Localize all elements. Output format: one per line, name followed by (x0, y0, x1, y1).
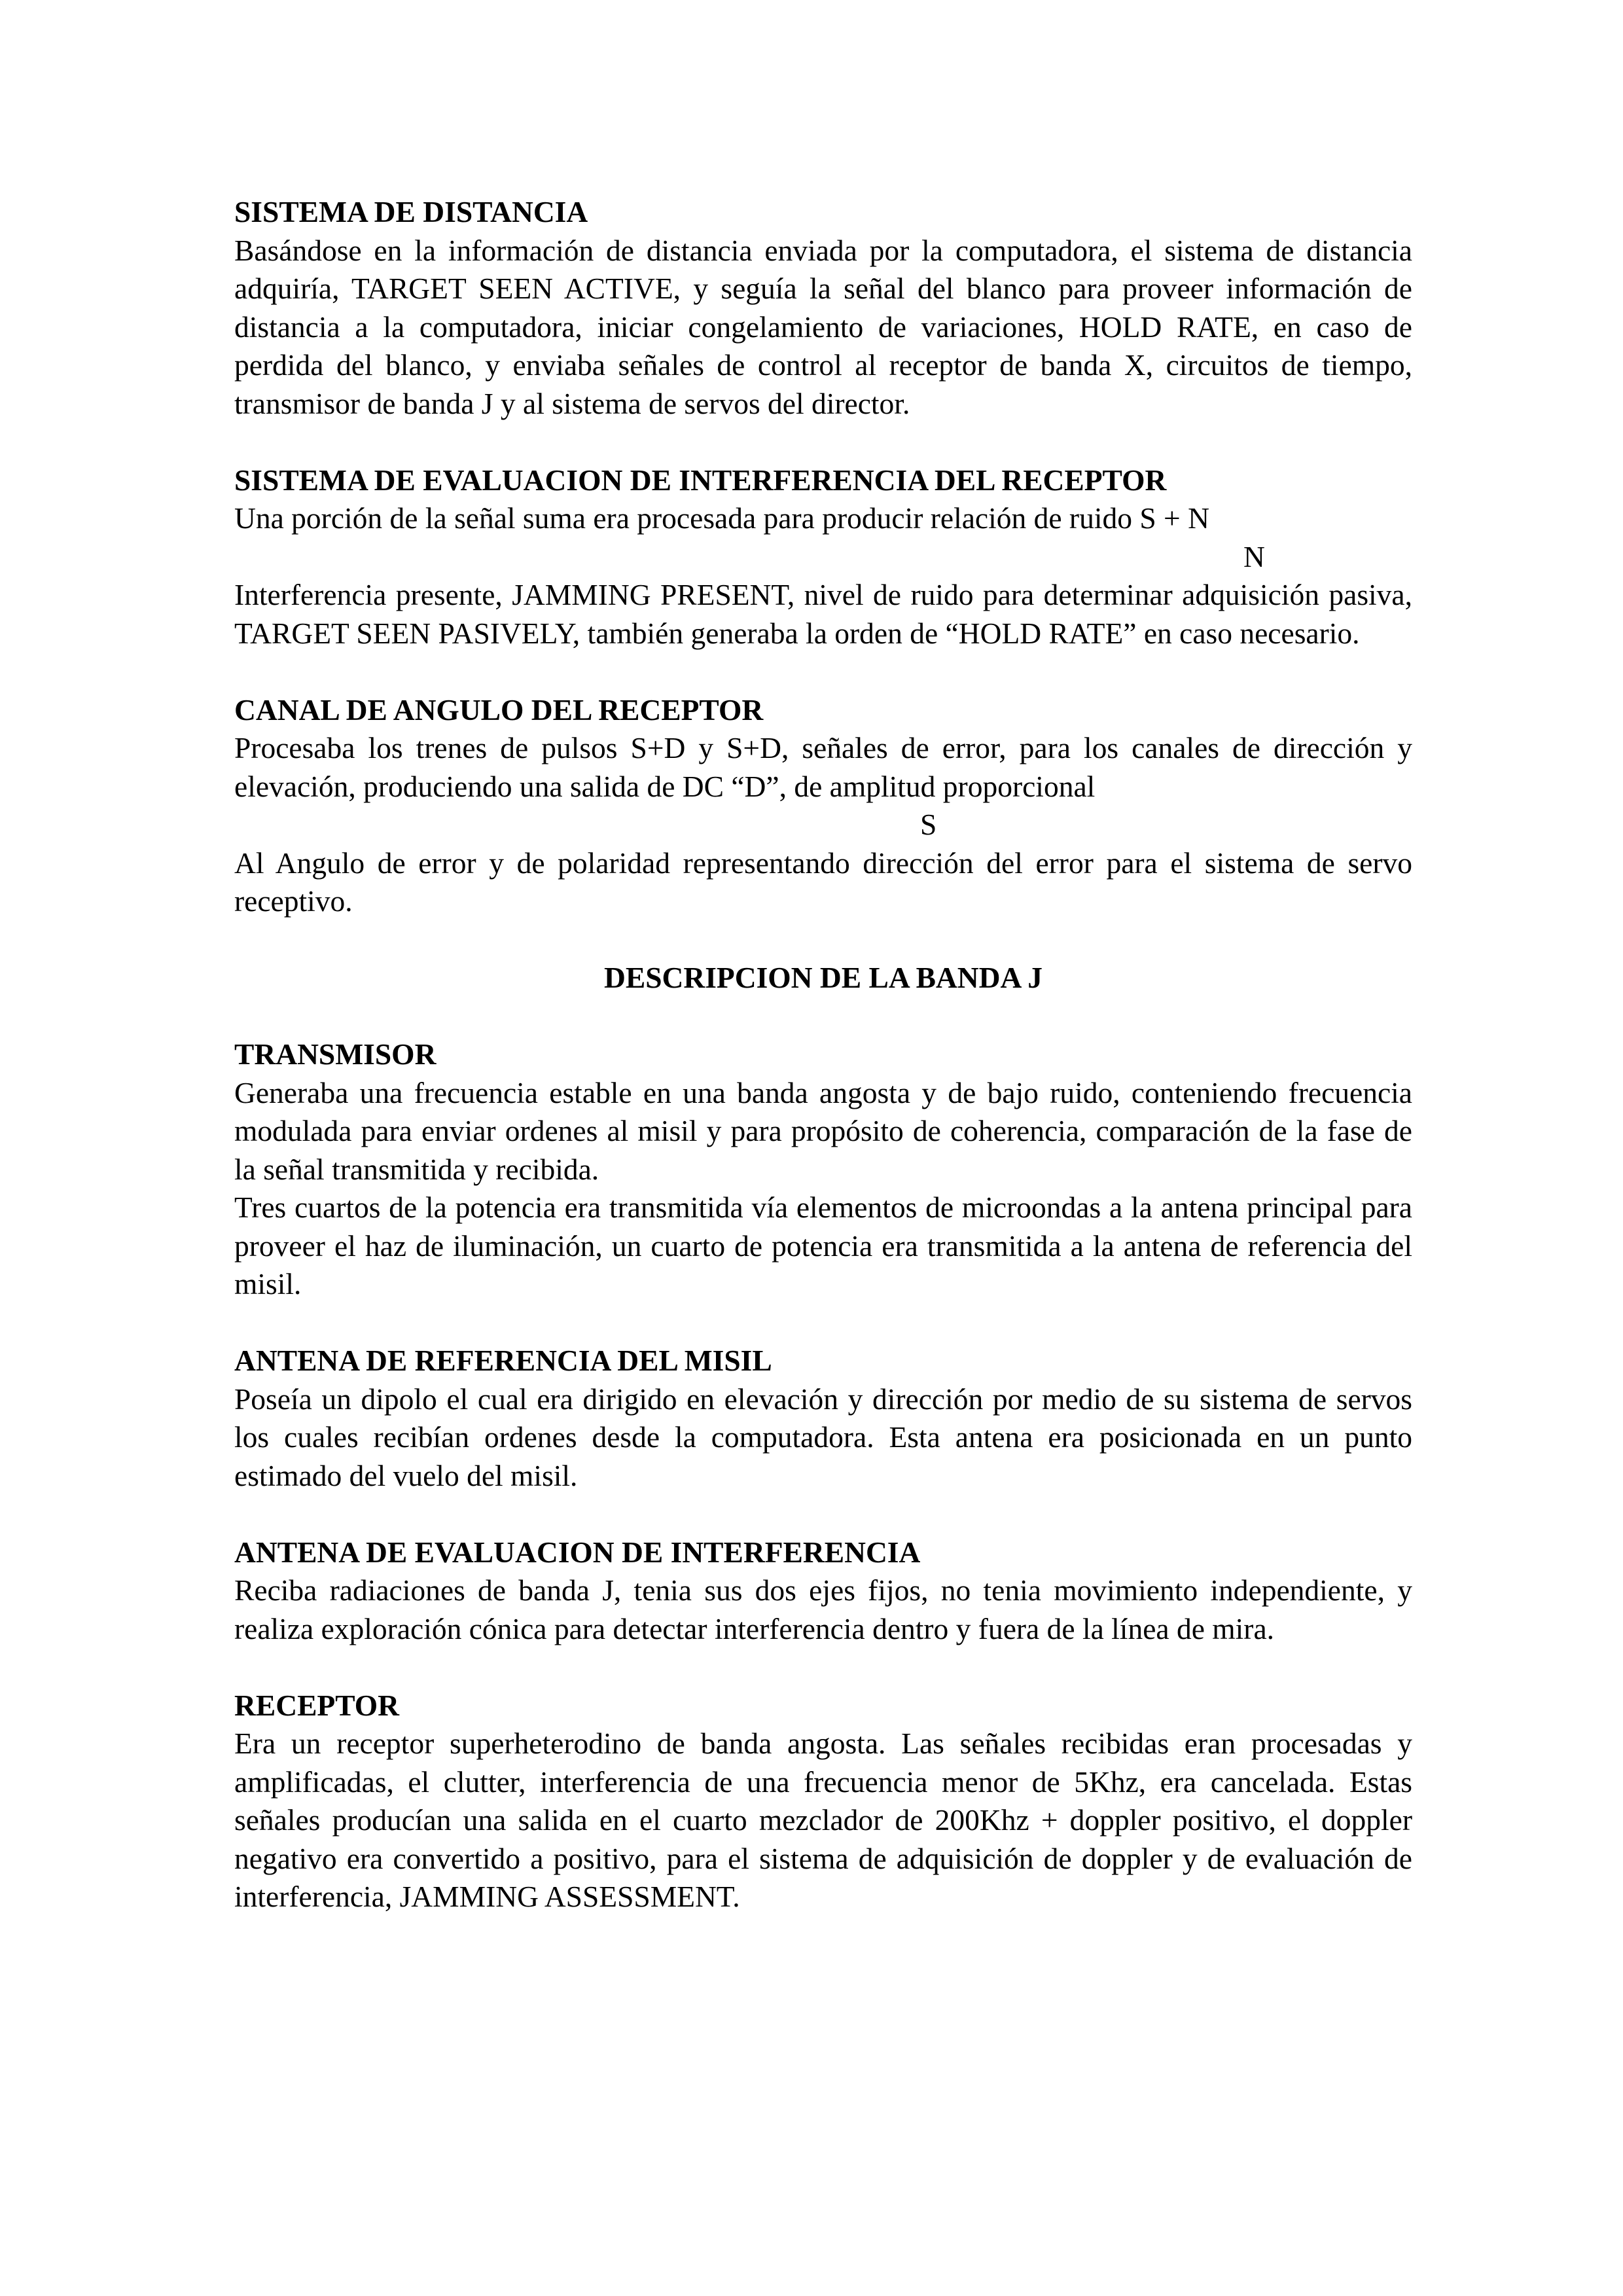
ratio-denominator (234, 538, 1412, 577)
section-title: SISTEMA DE DISTANCIA (234, 195, 588, 228)
section-antena-referencia (234, 1342, 1412, 1495)
section-body: Generaba una frecuencia estable en una banda angosta y de bajo ruido, conteniendo frecuencia modulada para enviar ordenes al misil y para propósito de coherencia, comparación de la fase de la señal transmitida y recibida. (234, 1075, 1412, 1186)
section-body: Era un receptor superheterodino de banda angosta. Las señales recibidas eran procesadas y amplificadas, el clutter, interferencia de una frecuencia menor de 5Khz, era cancelada. Estas señales producían una salida en el cuarto mezclador de 200Khz + doppler positivo, el doppler negativo era convertido a positivo, para el sistema de adquisición de doppler y de evaluación de interferencia, JAMMING ASSESSMENT. (234, 1727, 1412, 1913)
section-title: CANAL DE ANGULO DEL RECEPTOR (234, 692, 764, 726)
section-descripcion-banda-j (234, 959, 1412, 997)
section-title: ANTENA DE REFERENCIA DEL MISIL (234, 1344, 772, 1377)
section-antena-evaluacion (234, 1534, 1412, 1649)
section-sistema-distancia (234, 193, 1412, 423)
section-canal-angulo (234, 691, 1412, 921)
section-body-line: Una porción de la señal suma era procesada para producir relación de ruido S + N (234, 501, 1209, 535)
denominator-n: N (1243, 539, 1265, 573)
section-body: Tres cuartos de la potencia era transmitida vía elementos de microondas a la antena principal para proveer el haz de iluminación, un cuarto de potencia era transmitida a la antena de referencia del misil. (234, 1191, 1412, 1300)
section-body: Procesaba los trenes de pulsos S+D y S+D, señales de error, para los canales de dirección y elevación, produciendo una salida de DC “D”, de amplitud proporcional (234, 731, 1412, 803)
section-evaluacion-interferencia (234, 461, 1412, 653)
denominator-s: S (920, 808, 937, 841)
section-title: DESCRIPCION DE LA BANDA J (604, 961, 1043, 994)
document-page (234, 193, 1412, 1954)
section-body: Reciba radiaciones de banda J, tenia sus dos ejes fijos, no tenia movimiento independiente, y realiza exploración cónica para detectar interferencia dentro y fuera de la línea de mira. (234, 1573, 1412, 1645)
section-body: Basándose en la información de distancia enviada por la computadora, el sistema de distancia adquiría, TARGET SEEN ACTIVE, y seguía la señal del blanco para proveer información de distancia a la computadora, iniciar congelamiento de variaciones, HOLD RATE, en caso de perdida del blanco, y enviaba señales de control al receptor de banda X, circuitos de tiempo, transmisor de banda J y al sistema de servos del director. (234, 233, 1412, 420)
section-body: Al Angulo de error y de polaridad representando dirección del error para el sistema de servo receptivo. (234, 846, 1412, 918)
section-body: Interferencia presente, JAMMING PRESENT, nivel de ruido para determinar adquisición pasiva, TARGET SEEN PASIVELY, también generaba la orden de “HOLD RATE” en caso necesario. (234, 578, 1412, 650)
section-body: Poseía un dipolo el cual era dirigido en elevación y dirección por medio de su sistema de servos los cuales recibían ordenes desde la computadora. Esta antena era posicionada en un punto estimado del vuelo del misil. (234, 1382, 1412, 1492)
section-receptor (234, 1687, 1412, 1916)
section-title: TRANSMISOR (234, 1037, 437, 1071)
section-title: RECEPTOR (234, 1688, 399, 1722)
section-title: SISTEMA DE EVALUACION DE INTERFERENCIA DEL RECEPTOR (234, 463, 1167, 497)
section-title: ANTENA DE EVALUACION DE INTERFERENCIA (234, 1535, 921, 1569)
ratio-denominator (234, 806, 1412, 844)
section-transmisor (234, 1035, 1412, 1304)
